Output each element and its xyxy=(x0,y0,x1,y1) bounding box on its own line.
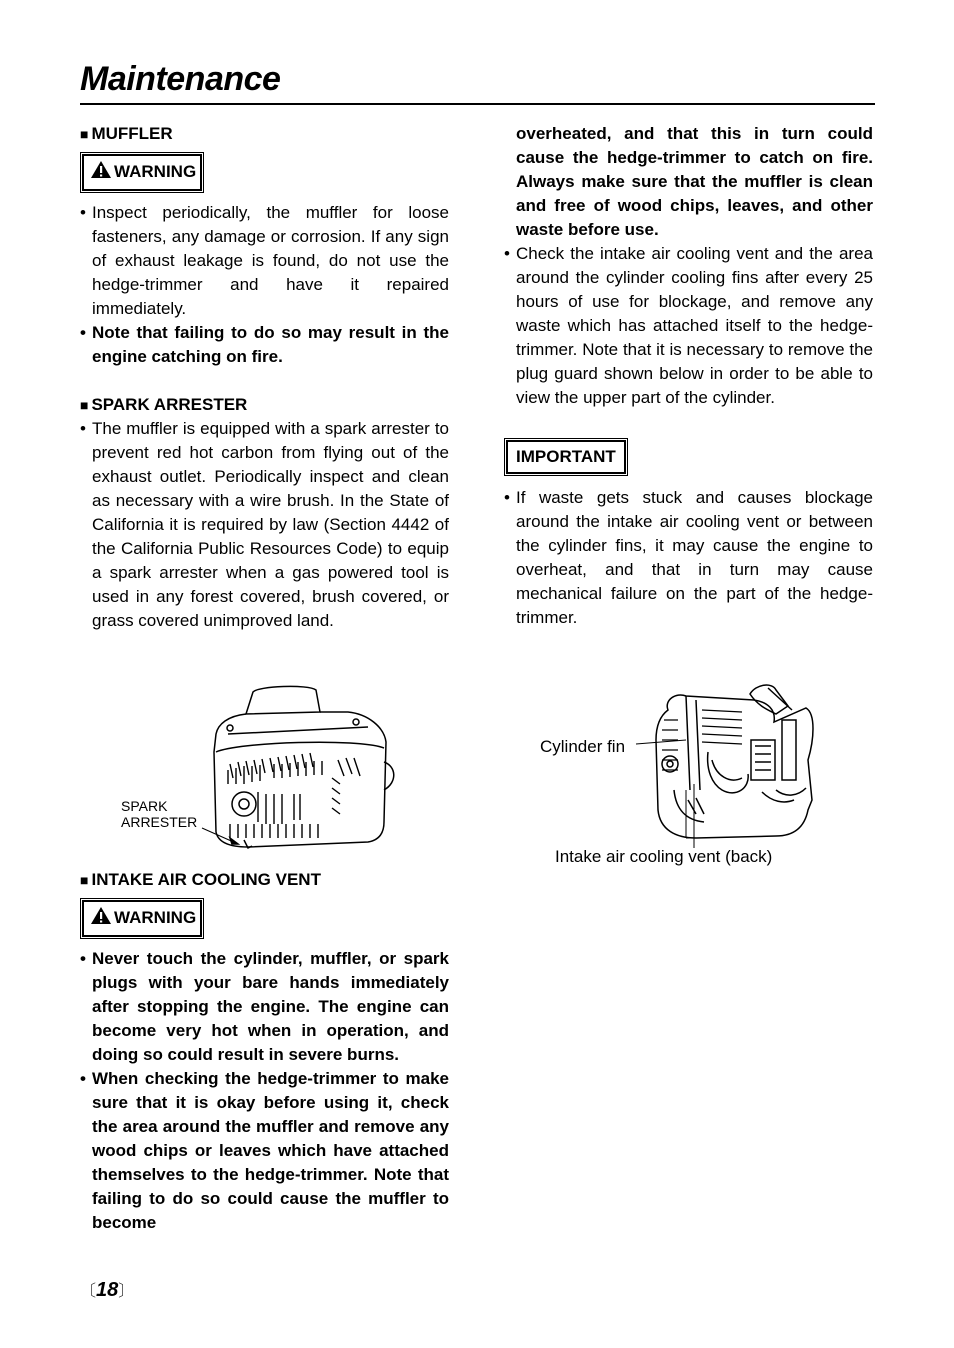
black-square-icon: ■ xyxy=(80,872,89,888)
intake-heading-text: INTAKE AIR COOLING VENT xyxy=(91,870,321,889)
spark-arrester-label-line2: ARRESTER xyxy=(121,814,198,830)
intake-vent-label: Intake air cooling vent (back) xyxy=(555,847,773,866)
title-divider xyxy=(80,103,875,105)
intake-warning-label: WARNING xyxy=(114,908,197,927)
left-column xyxy=(80,122,449,633)
muffler-bullet-2: • Note that failing to do so may result in the engine catching on fire. xyxy=(80,321,449,369)
intake-warning-badge xyxy=(82,900,202,937)
muffler-heading xyxy=(80,122,449,146)
muffler-warning-label: WARNING xyxy=(114,162,197,181)
black-square-icon: ■ xyxy=(80,397,89,413)
muffler-warning-badge xyxy=(82,154,202,191)
muffler-bullet-1: • Inspect periodically, the muffler for loose fasteners, any damage or corrosion. If any sign of exhaust leakage is found, do not use the hedge-trimmer and have it repaired immediately. xyxy=(80,201,449,321)
important-bullet: • If waste gets stuck and causes blockage around the intake air cooling vent or between the cylinder fins, it may cause the engine to overheat, and that in turn may cause mechanical failure on the part of the hedge-trimmer. xyxy=(504,486,873,630)
spark-arrester-bullet-1: • The muffler is equipped with a spark arrester to prevent red hot carbon from flying out of the exhaust outlet. Periodically inspect and clean as necessary with a wire brush. In the State of California it is required by law (Section 4442 of the California Public Resources Code) to equip a spark arrester when a gas powered tool is used in any forest covered, brush covered, or grass covered unimproved land. xyxy=(80,417,449,633)
page-number-bracket-right: 〕 xyxy=(118,1283,135,1300)
right-column xyxy=(504,122,873,630)
cylinder-fin-label: Cylinder fin xyxy=(540,737,626,756)
spark-arrester-heading-text: SPARK ARRESTER xyxy=(91,395,248,414)
intake-bullet-3: • Check the intake air cooling vent and the area around the cylinder cooling fins after every 25 hours of use for blockage, and remove any waste which has attached itself to the hedge-trimmer. Note that it is necessary to remove the plug guard shown below in order to be able to view the upper part of the cylinder. xyxy=(504,242,873,410)
muffler-heading-text: MUFFLER xyxy=(91,124,173,143)
spark-arrester-figure xyxy=(118,682,408,852)
page-number-value: 18 xyxy=(96,1279,119,1301)
intake-section-left xyxy=(80,868,449,1235)
intake-bullet-1: • Never touch the cylinder, muffler, or spark plugs with your bare hands immediately after stopping the engine. The engine can become very hot when in operation, and doing so could result in severe burns. xyxy=(80,947,449,1067)
warning-triangle-icon xyxy=(90,906,112,931)
spark-arrester-label-line1: SPARK xyxy=(121,798,168,814)
intake-bullet-2-continuation: overheated, and that this in turn could cause the hedge-trimmer to catch on fire. Always make sure that the muffler is clean and free of wood chips, leaves, and other waste before use. xyxy=(516,124,873,239)
page-number xyxy=(80,1278,134,1302)
black-square-icon: ■ xyxy=(80,126,89,142)
intake-heading xyxy=(80,868,449,892)
page-number-bracket-left: 〔 xyxy=(80,1283,97,1300)
page-title: Maintenance xyxy=(80,60,281,98)
warning-triangle-icon xyxy=(90,160,112,185)
intake-bullet-2: • When checking the hedge-trimmer to make sure that it is okay before using it, check the area around the muffler and remove any wood chips or leaves which have attached themselves to the hedge-trimmer. Note that failing to do so could cause the muffler to become xyxy=(80,1067,449,1235)
important-badge: IMPORTANT xyxy=(506,440,626,474)
spark-arrester-heading xyxy=(80,393,449,417)
